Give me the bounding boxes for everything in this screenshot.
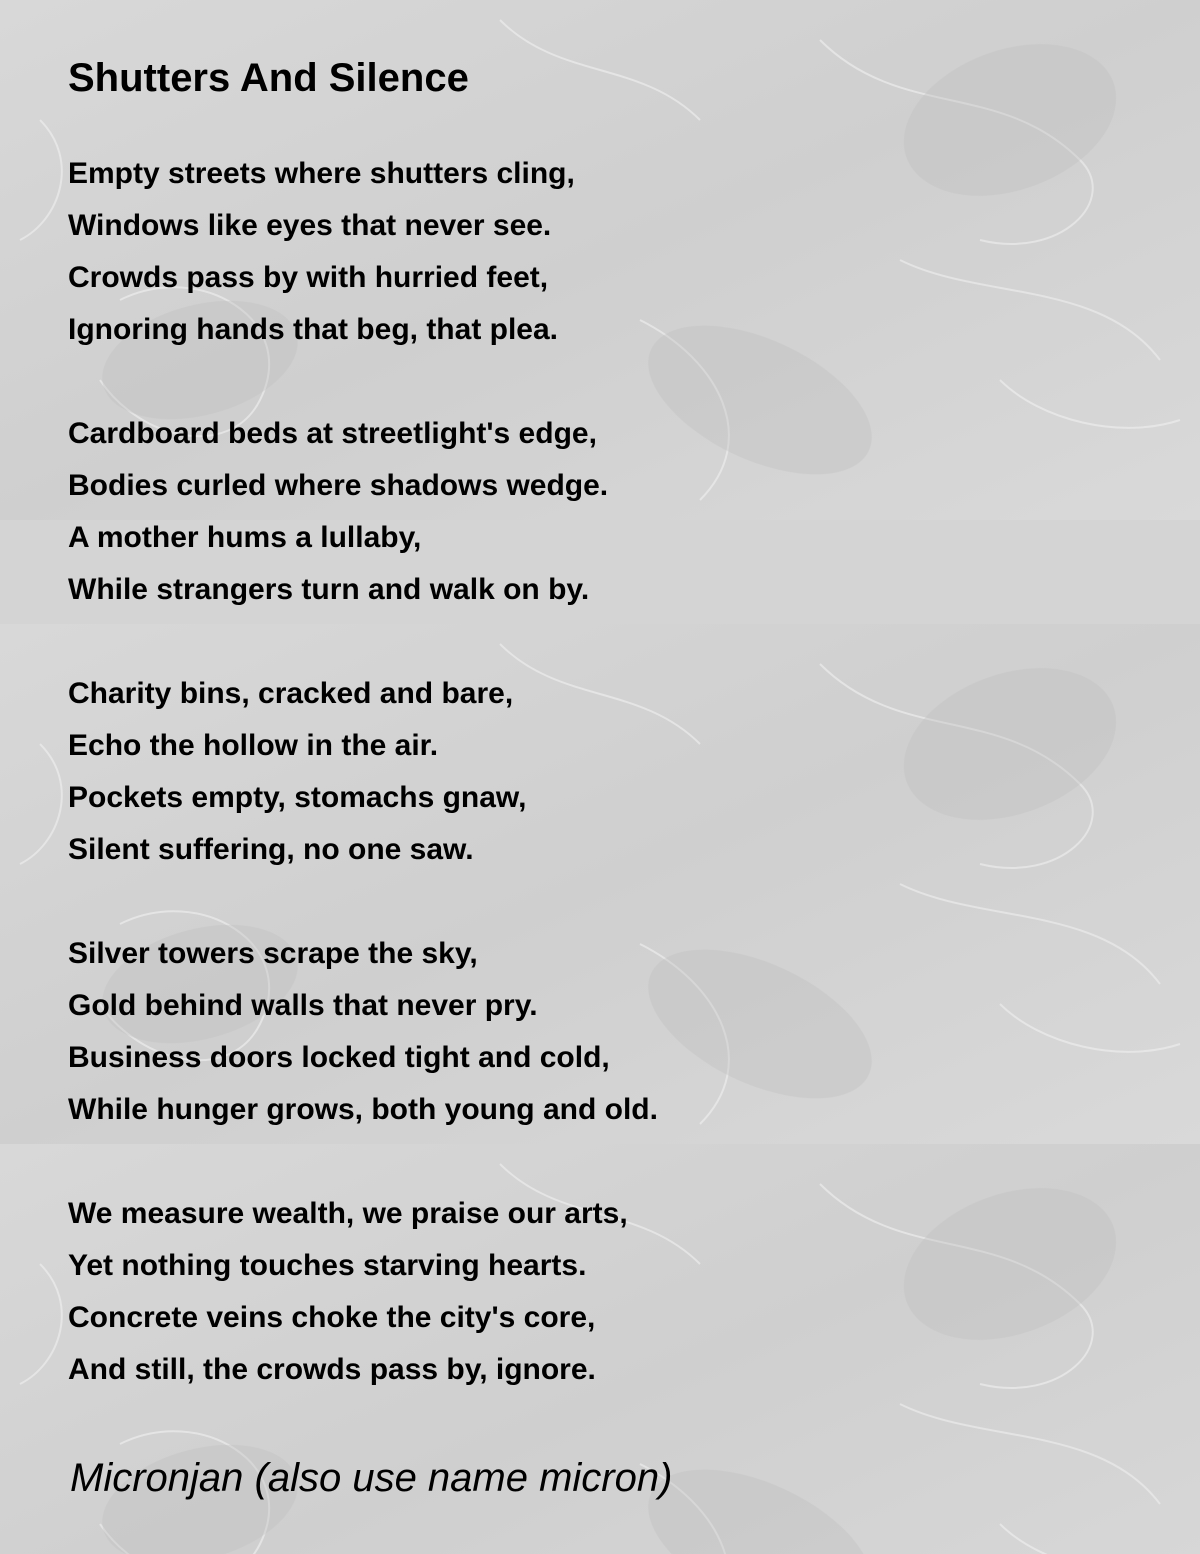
poem-line: Business doors locked tight and cold,	[68, 1041, 610, 1074]
poem-line: And still, the crowds pass by, ignore.	[68, 1353, 596, 1386]
poem-line: While strangers turn and walk on by.	[68, 573, 590, 606]
poem-line: Yet nothing touches starving hearts.	[68, 1249, 587, 1282]
poem-line: Concrete veins choke the city's core,	[68, 1301, 596, 1334]
poem-line: A mother hums a lullaby,	[68, 521, 422, 554]
poem-line: Echo the hollow in the air.	[68, 729, 439, 762]
poem-line: Empty streets where shutters cling,	[68, 157, 575, 190]
stanza-5	[68, 1188, 628, 1396]
poem-line: Charity bins, cracked and bare,	[68, 677, 514, 710]
poem-line: Windows like eyes that never see.	[68, 209, 552, 242]
poem-line: We measure wealth, we praise our arts,	[68, 1197, 628, 1230]
poem-line: Silent suffering, no one saw.	[68, 833, 474, 866]
poem-line: Crowds pass by with hurried feet,	[68, 261, 549, 294]
stanza-4	[68, 928, 658, 1136]
poem-author: Micronjan (also use name micron)	[70, 1456, 673, 1500]
stanza-2	[68, 408, 608, 616]
poem-line: Gold behind walls that never pry.	[68, 989, 538, 1022]
poem-line: Bodies curled where shadows wedge.	[68, 469, 609, 502]
poem-line: Silver towers scrape the sky,	[68, 937, 478, 970]
poem-line: While hunger grows, both young and old.	[68, 1093, 658, 1126]
poem-line: Pockets empty, stomachs gnaw,	[68, 781, 527, 814]
stanza-3	[68, 668, 526, 876]
poem-line: Cardboard beds at streetlight's edge,	[68, 417, 597, 450]
poem-title: Shutters And Silence	[68, 56, 469, 100]
poem-line: Ignoring hands that beg, that plea.	[68, 313, 559, 346]
stanza-1	[68, 148, 575, 356]
